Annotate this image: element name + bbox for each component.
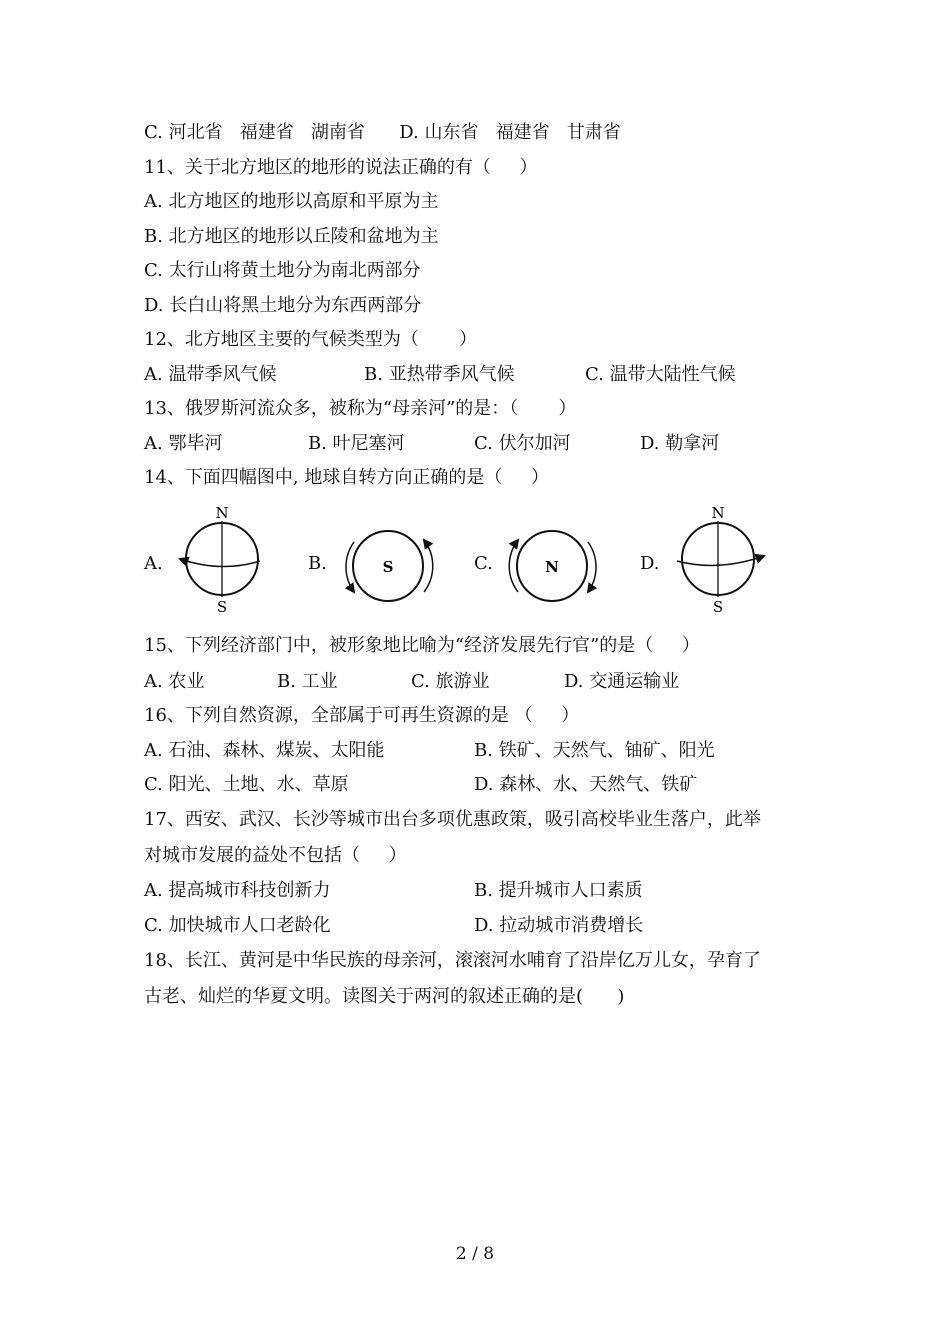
globe-d-north-label: N [711, 504, 725, 522]
globe-a [180, 504, 260, 616]
q17-option-a: A. 提高城市科技创新力 [144, 880, 331, 901]
q17-option-b: B. 提升城市人口素质 [474, 880, 643, 901]
globe-b-right-arrow-icon [424, 540, 433, 592]
q13-option-c: C. 伏尔加河 [474, 433, 571, 454]
q18-stem-line2: 古老、灿烂的华夏文明。读图关于两河的叙述正确的是( ) [144, 986, 625, 1007]
q14-figure [0, 500, 950, 620]
q15-option-c: C. 旅游业 [411, 671, 490, 692]
q13-option-d: D. 勒拿河 [640, 433, 720, 454]
q15-option-a: A. 农业 [144, 671, 205, 692]
page-number: 2 / 8 [455, 1244, 495, 1264]
q11-option-b: B. 北方地区的地形以丘陵和盆地为主 [144, 226, 439, 247]
globe-a-north-label: N [215, 504, 229, 522]
q13-option-a: A. 鄂毕河 [144, 433, 223, 454]
q13-stem: 13、俄罗斯河流众多，被称为“母亲河”的是：（ ） [144, 398, 577, 419]
globe-b [346, 531, 433, 601]
q16-option-b: B. 铁矿、天然气、铀矿、阳光 [474, 740, 715, 761]
globe-a-rotation-arrow-icon [180, 559, 260, 567]
q12-stem: 12、北方地区主要的气候类型为（ ） [144, 329, 477, 350]
globe-d-rotation-arrow-icon [677, 556, 764, 565]
q15-option-d: D. 交通运输业 [564, 671, 680, 692]
q15-option-b: B. 工业 [277, 671, 338, 692]
q18-stem-line1: 18、长江、黄河是中华民族的母亲河，滚滚河水哺育了沿岸亿万儿女，孕育了 [144, 950, 761, 971]
q12-option-c: C. 温带大陆性气候 [585, 364, 736, 385]
q16-option-d: D. 森林、水、天然气、铁矿 [474, 774, 698, 795]
q16-option-c: C. 阳光、土地、水、草原 [144, 774, 349, 795]
q17-stem-line2: 对城市发展的益处不包括（ ） [144, 845, 407, 866]
q17-option-d: D. 拉动城市消费增长 [474, 915, 644, 936]
figure-label-d: D. [640, 553, 660, 574]
q14-stem: 14、下面四幅图中, 地球自转方向正确的是（ ） [144, 467, 549, 488]
globe-d [677, 504, 764, 616]
q11-option-d: D. 长白山将黑土地分为东西两部分 [144, 295, 422, 316]
q16-option-a: A. 石油、森林、煤炭、太阳能 [144, 740, 385, 761]
globes-svg [0, 500, 950, 620]
q11-stem: 11、关于北方地区的地形的说法正确的有（ ） [144, 157, 538, 178]
q17-stem-line1: 17、西安、武汉、长沙等城市出台多项优惠政策，吸引高校毕业生落户，此举 [144, 809, 761, 830]
q11-option-a: A. 北方地区的地形以高原和平原为主 [144, 191, 439, 212]
q10-options-cd: C. 河北省 福建省 湖南省 D. 山东省 福建省 甘肃省 [144, 122, 621, 143]
figure-label-b: B. [308, 553, 327, 574]
globe-b-pole-label: S [382, 558, 394, 576]
figure-label-c: C. [474, 553, 493, 574]
q15-stem: 15、下列经济部门中，被形象地比喻为“经济发展先行官”的是（ ） [144, 635, 700, 656]
globe-c-right-arrow-icon [588, 542, 596, 592]
q17-option-c: C. 加快城市人口老龄化 [144, 915, 331, 936]
figure-label-a: A. [144, 553, 163, 574]
q13-option-b: B. 叶尼塞河 [308, 433, 405, 454]
globe-c [509, 531, 596, 601]
q16-stem: 16、下列自然资源，全部属于可再生资源的是 （ ） [144, 705, 580, 726]
globe-d-south-label: S [712, 598, 724, 616]
q11-option-c: C. 太行山将黄土地分为南北两部分 [144, 260, 421, 281]
q12-option-a: A. 温带季风气候 [144, 364, 277, 385]
globe-c-pole-label: N [545, 558, 559, 576]
q12-option-b: B. 亚热带季风气候 [364, 364, 515, 385]
globe-a-south-label: S [216, 598, 228, 616]
